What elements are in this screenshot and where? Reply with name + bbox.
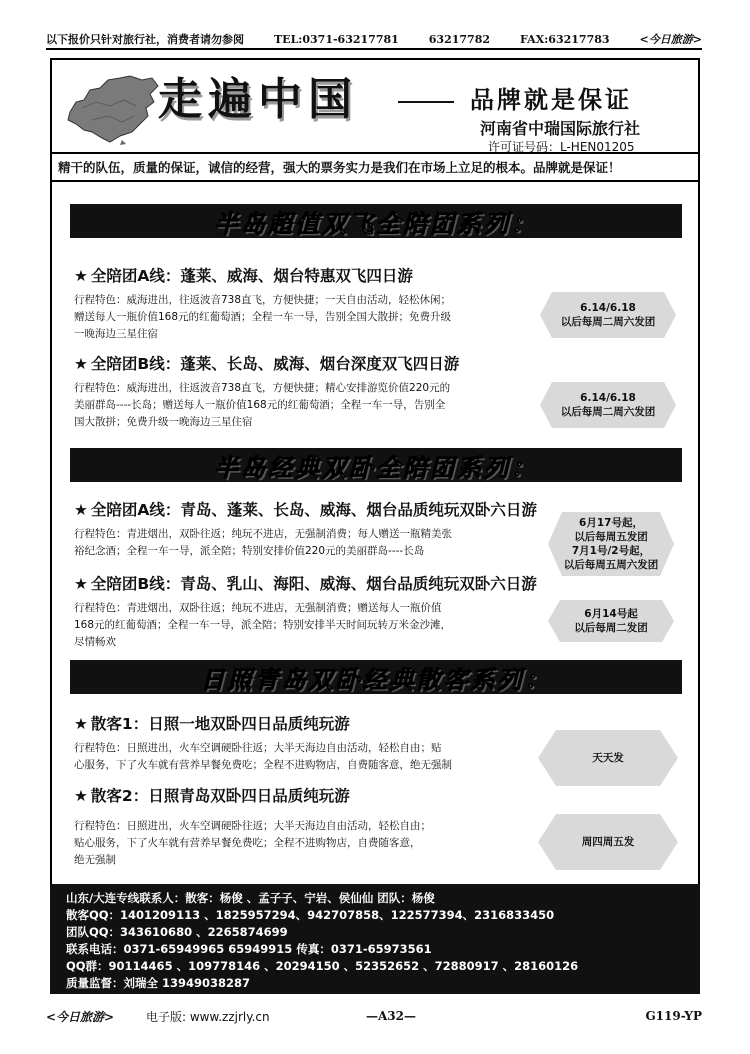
route-title: ★ 全陪团A线：蓬莱、威海、烟台特惠双飞四日游 <box>74 267 413 285</box>
tagline-text: 精干的队伍，质量的保证，诚信的经营，强大的票务实力是我们在市场上立足的根本。品牌就是保证！ <box>58 160 621 175</box>
page-number: —A32— <box>366 1009 417 1023</box>
contact-panel <box>50 884 700 994</box>
top-tel: TEL:0371-63217781 <box>274 32 399 46</box>
route-features: 行程特色：青进烟出，双卧往返；纯玩不进店，无强制消费；每人赠送一瓶精美张 裕纪念酒；全程一车一导，派全陪；特别安排价值220元的美丽群岛----长岛 <box>74 528 452 557</box>
agency-name: 河南省中瑞国际旅行社 <box>480 119 641 138</box>
departure-badge: 6月17号起， 以后每周五发团 7月1号/2号起， 以后每周五周六发团 <box>548 512 674 576</box>
contact-line: 质量监督：刘瑞全 13949038287 <box>66 976 251 990</box>
section-banner-3 <box>70 660 682 694</box>
banner-text: 日照青岛双卧经典散客系列： <box>200 664 552 694</box>
contact-line: QQ群：90114465 、109778146 、20294150 、52352652 、72880917 、28160126 <box>66 959 579 973</box>
top-brand: <今日旅游> <box>639 33 702 46</box>
contact-line: 山东/大连专线联系人：散客：杨俊 、孟子子、宁岩、侯仙仙 团队：杨俊 <box>66 891 435 905</box>
route-title: ★ 全陪团B线：青岛、乳山、海阳、威海、烟台品质纯玩双卧六日游 <box>74 575 537 593</box>
route-features: 行程特色：威海进出，往返波音738直飞，方便快捷；精心安排游览价值220元的 美丽群岛----长岛；赠送每人一瓶价值168元的红葡萄酒；全程一车一导，告别全 国大散拼；免费升级一晚海边三星住宿 <box>74 382 451 428</box>
footer-website[interactable]: 电子版: www.zzjrly.cn <box>146 1009 270 1024</box>
route-features: 行程特色：日照进出，火车空调硬卧往返；大半天海边自由活动，轻松自由；贴 心服务，下了火车就有营养早餐免费吃；全程不进购物店，自费随客意，绝无强制 <box>74 742 452 771</box>
route-features: 行程特色：青进烟出，双卧往返；纯玩不进店，无强制消费；赠送每人一瓶价值 168元的红葡萄酒；全程一车一导，派全陪；特别安排半天时间玩转万米金沙滩， 尽情畅欢 <box>74 602 452 648</box>
title-dash <box>398 101 454 103</box>
top-fax: FAX:63217783 <box>520 32 610 46</box>
top-tel2: 63217782 <box>428 32 491 46</box>
route-features: 行程特色：威海进出，往返波音738直飞，方便快捷；一天自由活动，轻松休闲； 赠送每人一瓶价值168元的红葡萄酒；全程一车一导，告别全国大散拼；免费升级 一晚海边三星住宿 <box>74 294 452 340</box>
star-icon: ★ <box>74 355 88 373</box>
route-title: ★ 散客2：日照青岛双卧四日品质纯玩游 <box>74 787 350 805</box>
departure-badge: 天天发 <box>538 730 678 786</box>
route-features: 行程特色：日照进出，火车空调硬卧往返；大半天海边自由活动，轻松自由； 贴心服务，下了火车就有营养早餐免费吃；全程不进购物店，自费随客意， 绝无强制 <box>74 820 431 866</box>
tagline <box>50 152 700 182</box>
logo-title: 走遍中国 <box>158 74 358 125</box>
contact-line: 联系电话：0371-65949965 65949915 传真：0371-65973561 <box>66 942 432 956</box>
issue-code: G119-YP <box>645 1009 702 1023</box>
section-banner-2 <box>70 448 682 482</box>
section-banner-1 <box>70 204 682 238</box>
star-icon: ★ <box>74 267 88 285</box>
slogan: 品牌就是保证 <box>470 85 632 114</box>
star-icon: ★ <box>74 787 88 805</box>
departure-badge: 6月14号起 以后每周二发团 <box>548 600 674 642</box>
license-number: 许可证号码：L-HEN01205 <box>488 140 635 154</box>
route-title: ★ 全陪团B线：蓬莱、长岛、威海、烟台深度双飞四日游 <box>74 355 460 373</box>
china-map-icon <box>62 72 162 146</box>
contact-line: 团队QQ：343610680 、2265874699 <box>66 925 288 939</box>
contact-line: 散客QQ：1401209113 、1825957294、942707858、122577394、2316833450 <box>66 908 555 922</box>
route-title: ★ 散客1：日照一地双卧四日品质纯玩游 <box>74 715 350 733</box>
star-icon: ★ <box>74 575 88 593</box>
top-notice: 以下报价只针对旅行社，消费者请勿参阅 <box>46 33 244 46</box>
star-icon: ★ <box>74 715 88 733</box>
route-title: ★ 全陪团A线：青岛、蓬莱、长岛、威海、烟台品质纯玩双卧六日游 <box>74 501 537 519</box>
departure-badge: 周四周五发 <box>538 814 678 870</box>
departure-badge: 6.14/6.18 以后每周二周六发团 <box>540 292 676 338</box>
banner-text: 半岛超值双飞全陪团系列： <box>214 208 538 238</box>
top-bar <box>46 32 702 50</box>
star-icon: ★ <box>74 501 88 519</box>
footer-brand: <今日旅游> <box>46 1009 115 1024</box>
footer <box>46 1006 702 1026</box>
departure-badge: 6.14/6.18 以后每周二周六发团 <box>540 382 676 428</box>
banner-text: 半岛经典双卧全陪团系列： <box>214 452 538 482</box>
